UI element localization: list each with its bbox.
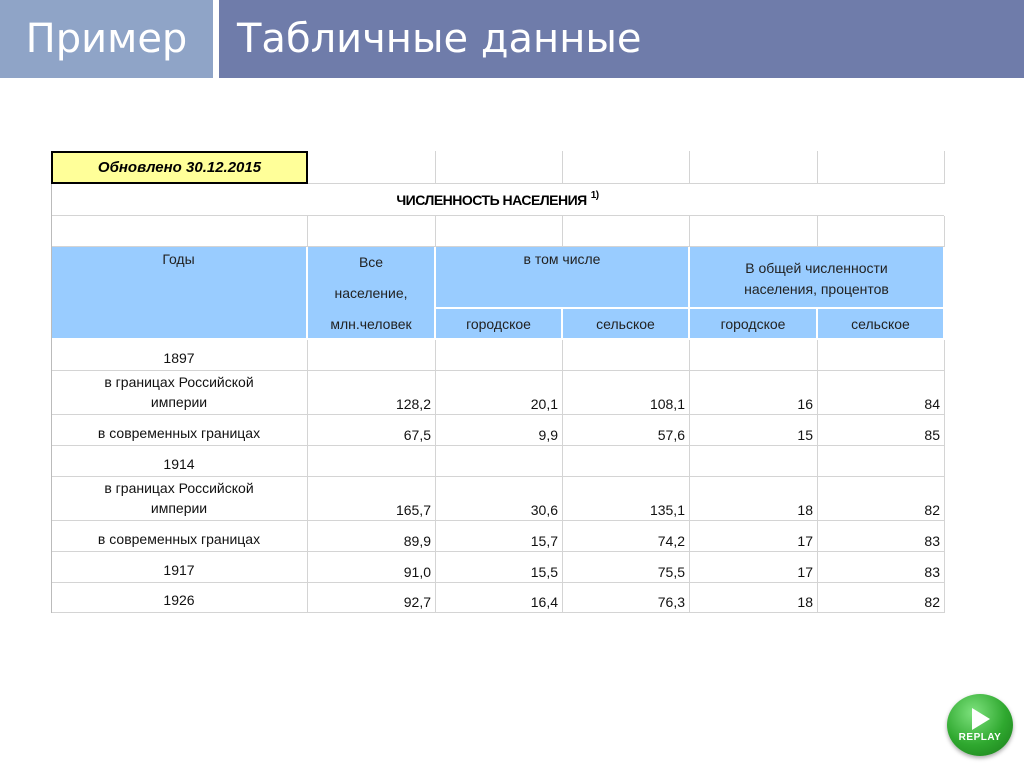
replay-button[interactable] xyxy=(947,694,1013,756)
row-rural-value xyxy=(563,446,690,477)
header-share-rural-label: сельское xyxy=(851,315,910,332)
section-label: Пример xyxy=(0,0,213,78)
header-total-line2: население, xyxy=(334,285,408,301)
row-pct-rural-value: 85 xyxy=(818,415,945,446)
row-pct-rural-value: 83 xyxy=(818,552,945,583)
row-pct-urban-value xyxy=(690,446,818,477)
row-urban-value xyxy=(436,446,563,477)
updated-date-cell: Обновлено 30.12.2015 xyxy=(51,151,308,184)
row-total-value: 91,0 xyxy=(308,552,436,583)
table-title xyxy=(51,184,944,216)
empty-cell xyxy=(818,151,945,184)
row-pct-urban-value: 16 xyxy=(690,371,818,415)
header-share-urban xyxy=(690,309,818,340)
header-total-line1: Все xyxy=(358,254,384,270)
header-share-urban-label: городское xyxy=(720,315,786,332)
row-pct-urban-value: 17 xyxy=(690,552,818,583)
row-pct-rural-value: 84 xyxy=(818,371,945,415)
empty-cell xyxy=(563,216,690,247)
header-rural-label: сельское xyxy=(596,315,655,332)
row-urban-value: 15,5 xyxy=(436,552,563,583)
empty-cell xyxy=(308,151,436,184)
row-pct-urban-value: 18 xyxy=(690,477,818,521)
row-urban-value: 15,7 xyxy=(436,521,563,552)
row-rural-value xyxy=(563,340,690,371)
row-label: в границах Российской империи xyxy=(51,371,308,415)
row-label: в современных границах xyxy=(51,415,308,446)
empty-cell xyxy=(436,151,563,184)
row-total-value: 128,2 xyxy=(308,371,436,415)
empty-cell xyxy=(690,216,818,247)
header-years-label: Годы xyxy=(162,251,195,267)
header-urban xyxy=(436,309,563,340)
row-total-value: 67,5 xyxy=(308,415,436,446)
row-pct-rural-value: 82 xyxy=(818,477,945,521)
row-total-value: 165,7 xyxy=(308,477,436,521)
row-urban-value: 9,9 xyxy=(436,415,563,446)
row-urban-value: 16,4 xyxy=(436,583,563,613)
row-urban-value: 30,6 xyxy=(436,477,563,521)
empty-cell xyxy=(690,151,818,184)
empty-cell xyxy=(308,216,436,247)
row-label: 1926 xyxy=(51,583,308,613)
header-including-label: в том числе xyxy=(523,251,601,267)
row-rural-value: 108,1 xyxy=(563,371,690,415)
replay-label: REPLAY xyxy=(958,732,1002,743)
empty-cell xyxy=(563,151,690,184)
slide-title: Табличные данные xyxy=(219,0,1024,78)
empty-cell xyxy=(51,216,308,247)
row-urban-value xyxy=(436,340,563,371)
header-share-line1: В общей численности xyxy=(745,259,888,276)
row-rural-value: 135,1 xyxy=(563,477,690,521)
header-including xyxy=(436,247,690,309)
header-urban-label: городское xyxy=(466,315,531,332)
header-years xyxy=(51,247,308,340)
table-title-text: ЧИСЛЕННОСТЬ НАСЕЛЕНИЯ xyxy=(396,191,587,208)
header-total xyxy=(308,247,436,340)
row-label: в границах Российской империи xyxy=(51,477,308,521)
row-rural-value: 76,3 xyxy=(563,583,690,613)
row-pct-rural-value: 82 xyxy=(818,583,945,613)
empty-cell xyxy=(436,216,563,247)
row-label: 1914 xyxy=(51,446,308,477)
row-pct-rural-value: 83 xyxy=(818,521,945,552)
empty-cell xyxy=(818,216,945,247)
header-share-line2: населения, процентов xyxy=(744,280,889,297)
play-icon xyxy=(972,708,990,730)
row-pct-urban-value: 18 xyxy=(690,583,818,613)
header-share-rural xyxy=(818,309,945,340)
row-pct-urban-value: 17 xyxy=(690,521,818,552)
row-label: в современных границах xyxy=(51,521,308,552)
row-total-value: 89,9 xyxy=(308,521,436,552)
row-total-value: 92,7 xyxy=(308,583,436,613)
header-rural xyxy=(563,309,690,340)
header-share xyxy=(690,247,945,309)
row-rural-value: 57,6 xyxy=(563,415,690,446)
row-pct-rural-value xyxy=(818,340,945,371)
header-total-line3: млн.человек xyxy=(330,316,412,332)
row-total-value xyxy=(308,446,436,477)
row-pct-urban-value: 15 xyxy=(690,415,818,446)
table-title-footnote: 1) xyxy=(590,190,599,201)
row-rural-value: 75,5 xyxy=(563,552,690,583)
row-label: 1897 xyxy=(51,340,308,371)
row-urban-value: 20,1 xyxy=(436,371,563,415)
row-total-value xyxy=(308,340,436,371)
row-label: 1917 xyxy=(51,552,308,583)
row-pct-rural-value xyxy=(818,446,945,477)
row-rural-value: 74,2 xyxy=(563,521,690,552)
row-pct-urban-value xyxy=(690,340,818,371)
